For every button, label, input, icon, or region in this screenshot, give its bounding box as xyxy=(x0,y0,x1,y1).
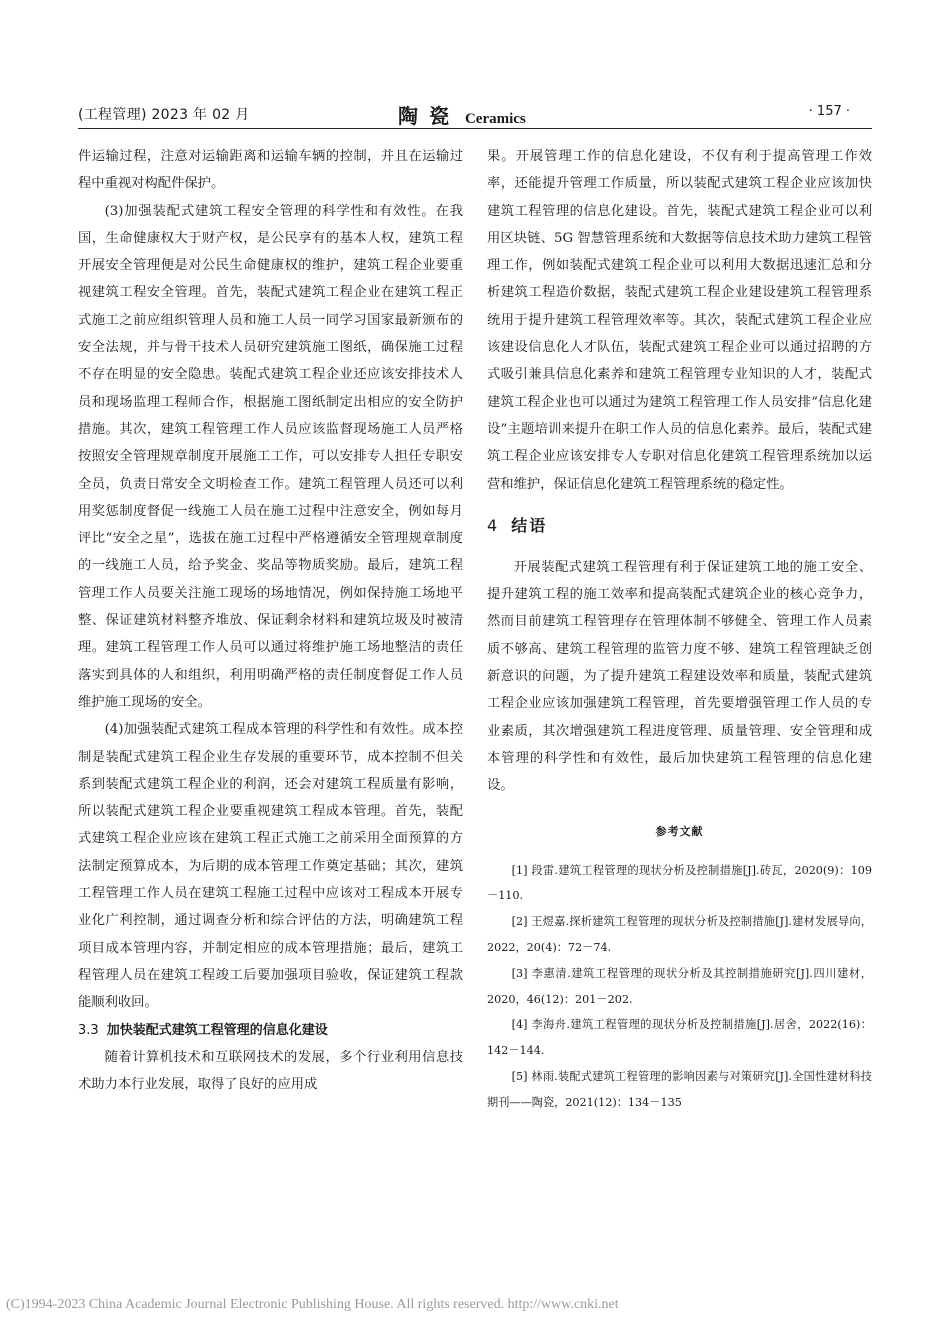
page-header xyxy=(78,98,872,128)
journal-issue: (工程管理) 2023 年 02 月 xyxy=(78,107,250,123)
paragraph: (3)加强装配式建筑工程安全管理的科学性和有效性。在我国，生命健康权大于财产权，是公民享有的基本人权，建筑工程开展安全管理便是对公民生命健康权的维护，建筑工程企业要重视建筑工程安全管理。首先，装配式建筑工程企业在建筑工程正式施工之前应组织管理人员和施工人员一同学习国家最新颁布的安全法规，并与骨干技术人员研究建筑施工图纸，确保施工过程不存在明显的安全隐患。装配式建筑工程企业还应该安排技术人员和现场监理工程师合作，根据施工图纸制定出相应的安全防护措施。其次，建筑工程管理工作人员应该监督现场施工人员严格按照安全管理规章制度开展施工工作，可以安排专人担任专职安全员，负责日常安全文明检查工作。建筑工程管理人员还可以利用奖惩制度督促一线施工人员在施工过程中注意安全，例如每月评比“安全之星”，选拔在施工过程中严格遵循安全管理规章制度的一线施工人员，给予奖金、奖品等物质奖励。最后，建筑工程管理工作人员要关注施工现场的场地情况，例如保持施工场地平整、保证建筑材料整齐堆放、保证剩余材料和建筑垃圾及时被清理。建筑工程管理工作人员可以通过将维护施工场地整洁的责任落实到具体的人和组织，利用明确严格的责任制度督促工作人员维护施工现场的安全。 xyxy=(78,203,463,710)
journal-title xyxy=(398,100,526,129)
reference-item: [1] 段雷.建筑工程管理的现状分析及控制措施[J].砖瓦，2020(9)：109－110. xyxy=(487,863,872,903)
journal-logo-cn: 陶 瓷 xyxy=(398,104,451,128)
right-column xyxy=(487,143,872,1116)
paragraph: 果。开展管理工作的信息化建设，不仅有利于提高管理工作效率，还能提升管理工作质量，所以装配式建筑工程企业应该加快建筑工程管理的信息化建设。首先，装配式建筑工程企业可以利用区块链、5G 智慧管理系统和大数据等信息技术助力建筑工程管理工作，例如装配式建筑工程企业可以利用大数据迅速汇总和分析建筑工程造价数据，装配式建筑工程企业建设建筑工程管理系统用于提升建筑工程管理效率等。其次，装配式建筑工程企业应该建设信息化人才队伍，装配式建筑工程企业可以通过招聘的方式吸引兼具信息化素养和建筑工程管理专业知识的人才，装配式建筑工程企业也可以通过为建筑工程管理工作人员安排“信息化建设”主题培训来提升在职工作人员的信息化素养。最后，装配式建筑工程企业应该安排专人专职对信息化建筑工程管理系统加以运营和维护，保证信息化建筑工程管理系统的稳定性。 xyxy=(487,149,872,492)
references-list xyxy=(487,858,872,1116)
section-title: 结语 xyxy=(511,515,548,535)
paragraph: 随着计算机技术和互联网技术的发展，多个行业利用信息技术助力本行业发展，取得了良好的应用成 xyxy=(78,1049,463,1092)
left-column xyxy=(78,143,463,1098)
copyright-footer: (C)1994-2023 China Academic Journal Electronic Publishing House. All rights reserved. http://www.cnki.net xyxy=(6,1297,619,1312)
reference-item: [5] 林雨.装配式建筑工程管理的影响因素与对策研究[J].全国性建材科技期刊——陶瓷，2021(12)：134－135 xyxy=(487,1069,872,1109)
subsection-title: 加快装配式建筑工程管理的信息化建设 xyxy=(106,1022,328,1038)
reference-item: [3] 李惠清.建筑工程管理的现状分析及其控制措施研究[J].四川建材，2020，46(12)：201－202. xyxy=(487,966,872,1006)
subsection-number: 3.3 xyxy=(78,1022,99,1038)
section-heading xyxy=(487,506,872,546)
reference-item: [2] 王煜嘉.探析建筑工程管理的现状分析及控制措施[J].建材发展导向，2022，20(4)：72－74. xyxy=(487,915,872,954)
paragraph: 件运输过程，注意对运输距离和运输车辆的控制，并且在运输过程中重视对构配件保护。 xyxy=(78,149,463,192)
page-number: · 157 · xyxy=(808,104,850,119)
header-divider xyxy=(78,128,872,129)
paragraph: (4)加强装配式建筑工程成本管理的科学性和有效性。成本控制是装配式建筑工程企业生存发展的重要环节，成本控制不但关系到装配式建筑工程企业的利润，还会对建筑工程质量有影响，所以装配式建筑工程企业要重视建筑工程成本管理。首先，装配式建筑工程企业应该在建筑工程正式施工之前采用全面预算的方法制定预算成本，为后期的成本管理工作奠定基础；其次，建筑工程管理工作人员在建筑工程施工过程中应该对工程成本开展专业化广利控制，通过调查分析和综合评估的方法，明确建筑工程项目成本管理内容，并制定相应的成本管理措施；最后，建筑工程管理人员在建筑工程竣工后要加强项目验收，保证建筑工程款能顺利收回。 xyxy=(78,722,463,1011)
subsection-heading xyxy=(78,1017,463,1044)
paragraph: 开展装配式建筑工程管理有利于保证建筑工地的施工安全、提升建筑工程的施工效率和提高装配式建筑企业的核心竞争力，然而目前建筑工程管理存在管理体制不够健全、管理工作人员素质不够高、建筑工程管理的监管力度不够、建筑工程管理缺乏创新意识的问题，为了提升建筑工程建设效率和质量，装配式建筑工程企业应该加强建筑工程管理，首先要增强管理工作人员的专业素质，其次增强建筑工程进度管理、质量管理、安全管理和成本管理的科学性和有效性，最后加快建筑工程管理的信息化建设。 xyxy=(487,559,872,794)
references-title: 参考文献 xyxy=(655,824,704,838)
section-number: 4 xyxy=(487,515,500,535)
reference-item: [4] 李海舟.建筑工程管理的现状分析及控制措施[J].居舍，2022(16)：142－144. xyxy=(487,1018,872,1058)
journal-name-en: Ceramics xyxy=(464,111,526,127)
